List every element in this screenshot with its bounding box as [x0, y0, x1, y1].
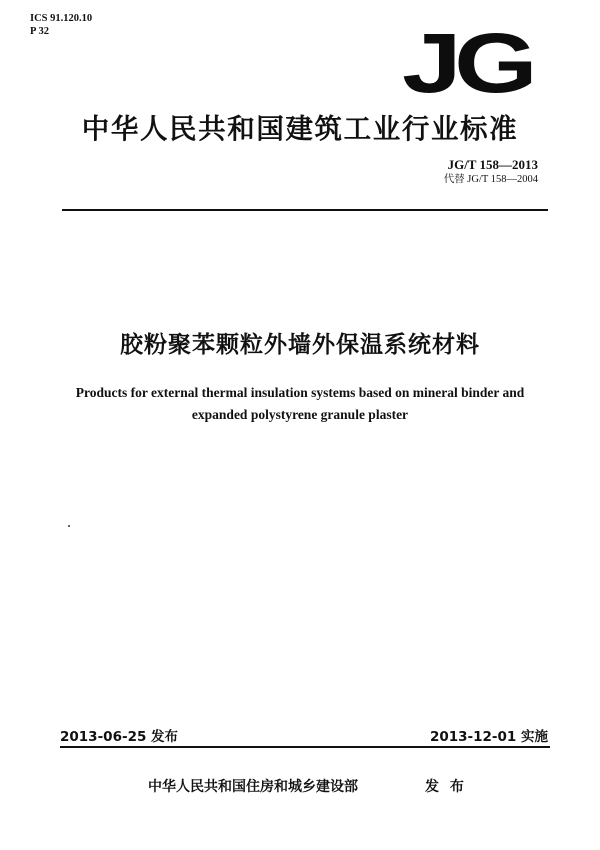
implement-date: 2013-12-01 实施 [429, 729, 548, 745]
replaced-standard: 代替 JG/T 158—2004 [443, 174, 538, 185]
document-title-en-line-1: Products for external thermal insulation systems based on mineral binder and [75, 385, 525, 400]
scan-speck [68, 525, 70, 527]
footer-divider [60, 746, 550, 748]
standard-category-title: 中华人民共和国建筑工业行业标准 [81, 113, 519, 145]
issue-label: 发 布 [425, 779, 467, 795]
classification-codes [30, 12, 92, 38]
standard-number: JG/T 158—2013 [447, 157, 538, 172]
header-divider [62, 209, 548, 211]
jg-logo: JG [401, 16, 530, 110]
document-title-en-line-2: expanded polystyrene granule plaster [191, 407, 409, 422]
document-title-zh: 胶粉聚苯颗粒外墙外保温系统材料 [120, 332, 480, 358]
document-title-en [50, 382, 550, 426]
publish-date: 2013-06-25 发布 [60, 729, 179, 745]
classification-code: P 32 [30, 26, 49, 37]
ics-code: ICS 91.120.10 [30, 13, 93, 24]
issuing-authority: 中华人民共和国住房和城乡建设部 [148, 779, 358, 795]
